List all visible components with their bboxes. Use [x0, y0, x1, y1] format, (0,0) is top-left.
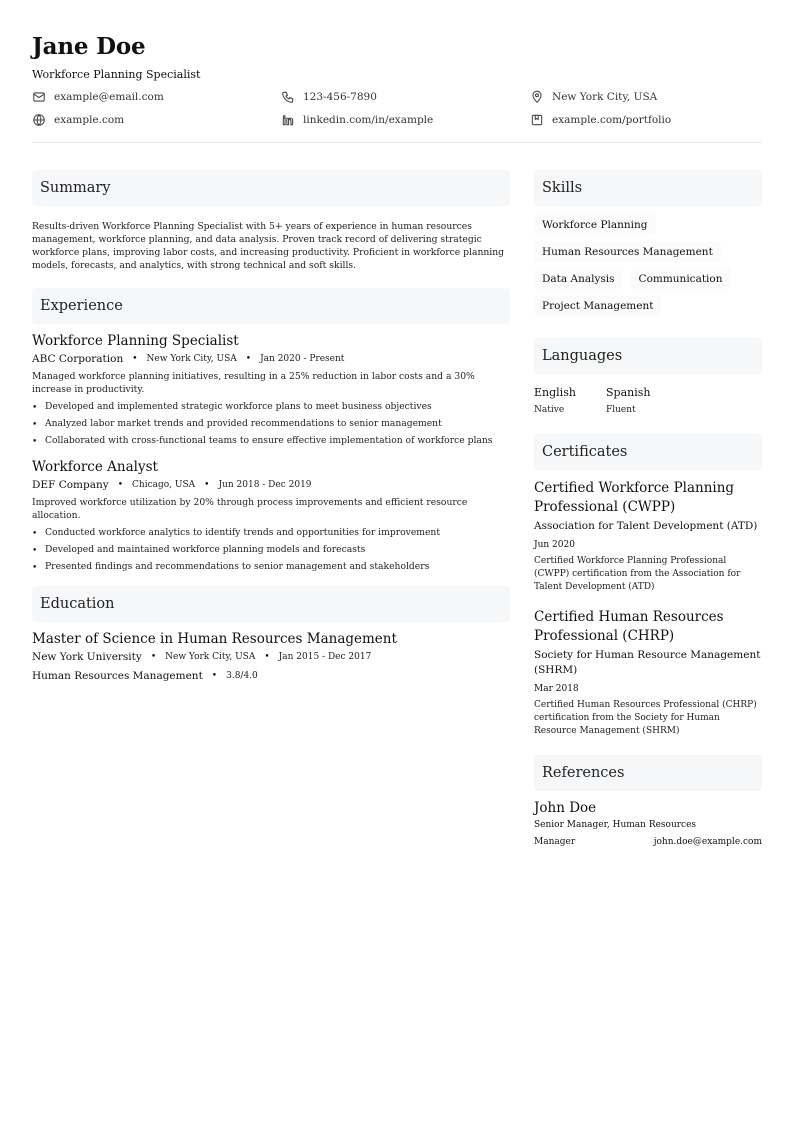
job-title: Workforce Analyst: [32, 459, 158, 475]
contact-location: [530, 90, 762, 104]
gpa: 3.8/4.0: [226, 671, 258, 681]
reference-entry: [534, 799, 762, 848]
linkedin-text: linkedin.com/in/example: [303, 114, 434, 126]
separator-dot: •: [150, 652, 157, 662]
location-text: New York City, USA: [552, 91, 658, 103]
language-item: [534, 386, 606, 416]
field-of-study: Human Resources Management: [32, 670, 203, 682]
resume-page: [32, 32, 762, 847]
job-entry: [32, 458, 510, 573]
summary-heading: Summary: [32, 170, 510, 206]
education-dates: Jan 2015 - Dec 2017: [278, 652, 372, 662]
main-column: [32, 170, 510, 683]
job-meta: [32, 352, 510, 366]
phone-text: 123-456-7890: [303, 91, 377, 103]
degree-title: Master of Science in Human Resources Management: [32, 631, 397, 647]
reference-email[interactable]: john.doe@example.com: [653, 837, 762, 847]
language-level: Native: [534, 405, 565, 415]
job-dates: Jan 2020 - Present: [260, 354, 345, 364]
job-company: DEF Company: [32, 479, 109, 491]
language-name: English: [534, 386, 576, 399]
mail-icon: [32, 90, 46, 104]
education-meta: [32, 650, 510, 664]
education-details: [32, 669, 510, 683]
skill-tag: Data Analysis: [534, 269, 623, 289]
job-description: Managed workforce planning initiatives, resulting in a 25% reduction in labor costs and a 30% increase in productivity.: [32, 371, 475, 395]
linkedin-icon: [281, 113, 295, 127]
language-item: [606, 386, 678, 416]
job-entry: [32, 332, 510, 447]
education-heading: Education: [32, 586, 510, 622]
skills-heading: Skills: [534, 170, 762, 206]
job-bullet: • Developed and implemented strategic workforce plans to meet business objectives: [32, 400, 510, 413]
languages-heading: Languages: [534, 338, 762, 374]
languages-list: [534, 386, 762, 416]
certificate-entry: [534, 479, 762, 594]
certificate-title: Certified Workforce Planning Professional (CWPP): [534, 480, 735, 515]
header-divider: [32, 142, 762, 143]
job-location: New York City, USA: [146, 354, 237, 364]
certificate-org: Association for Talent Development (ATD): [534, 520, 758, 532]
job-title: Workforce Planning Specialist: [32, 333, 239, 349]
references-heading: References: [534, 755, 762, 791]
map-pin-icon: [530, 90, 544, 104]
portfolio-text: example.com/portfolio: [552, 114, 672, 126]
candidate-title: Workforce Planning Specialist: [32, 68, 201, 81]
skill-tag: Communication: [631, 269, 731, 289]
certificate-title: Certified Human Resources Professional (CHRP): [534, 609, 724, 644]
reference-position: Manager: [534, 837, 576, 847]
email-text: example@email.com: [54, 91, 164, 103]
job-company: ABC Corporation: [32, 353, 124, 365]
reference-name: John Doe: [534, 800, 597, 816]
certificate-entry: [534, 608, 762, 738]
phone-icon: [281, 90, 295, 104]
language-name: Spanish: [606, 386, 651, 399]
job-bullet: • Collaborated with cross-functional teams to ensure effective implementation of workforce plans: [32, 434, 510, 447]
job-bullet: • Conducted workforce analytics to identify trends and opportunities for improvement: [32, 526, 510, 539]
website-text: example.com: [54, 114, 125, 126]
job-location: Chicago, USA: [132, 480, 196, 490]
reference-role: Senior Manager, Human Resources: [534, 820, 697, 830]
separator-dot: •: [245, 354, 252, 364]
job-bullet: • Analyzed labor market trends and provided recommendations to senior management: [32, 417, 510, 430]
skill-tag: Project Management: [534, 296, 661, 316]
job-description: Improved workforce utilization by 20% through process improvements and efficient resource allocation.: [32, 497, 468, 521]
contact-portfolio[interactable]: [530, 113, 762, 127]
experience-heading: Experience: [32, 288, 510, 324]
contact-phone[interactable]: [281, 90, 530, 104]
summary-text: Results-driven Workforce Planning Specialist with 5+ years of experience in human resources management, workforce planning, and data analysis. Proven track record of delivering strategic workforce plans, improving labor costs, and increasing productivity. Proficient in workforce planning models, forecasts, and analytics, with strong technical and soft skills.: [32, 221, 505, 271]
separator-dot: •: [132, 354, 138, 364]
separator-dot: •: [117, 480, 124, 490]
job-bullet: • Presented findings and recommendations to senior management and stakeholders: [32, 560, 510, 573]
skill-tag: Human Resources Management: [534, 242, 721, 262]
certificate-org: Society for Human Resource Management (SHRM): [534, 649, 761, 676]
certificate-description: Certified Human Resources Professional (CHRP) certification from the Society for Human Resource Management (SHRM): [534, 700, 757, 736]
side-column: [534, 170, 762, 848]
separator-dot: •: [204, 480, 210, 490]
contact-list: [32, 90, 762, 127]
education-entry: [32, 630, 510, 683]
skill-tag: Workforce Planning: [534, 215, 656, 235]
contact-linkedin[interactable]: [281, 113, 530, 127]
school-name: New York University: [32, 651, 142, 663]
contact-website[interactable]: [32, 113, 281, 127]
job-bullets: [32, 400, 510, 447]
reference-contact-row: [534, 836, 762, 848]
portfolio-icon: [530, 113, 544, 127]
globe-icon: [32, 113, 46, 127]
job-bullet: • Developed and maintained workforce planning models and forecasts: [32, 543, 510, 556]
certificate-date: Mar 2018: [534, 684, 579, 694]
certificates-heading: Certificates: [534, 434, 762, 470]
language-level: Fluent: [606, 405, 636, 415]
skills-list: [534, 215, 762, 316]
job-meta: [32, 478, 510, 492]
candidate-name: Jane Doe: [32, 33, 146, 60]
school-location: New York City, USA: [165, 652, 256, 662]
job-bullets: [32, 526, 510, 573]
separator-dot: •: [211, 671, 218, 681]
contact-email[interactable]: [32, 90, 281, 104]
certificate-description: Certified Workforce Planning Professional (CWPP) certification from the Association for Talent Development (ATD): [534, 556, 741, 592]
certificate-date: Jun 2020: [534, 540, 575, 550]
separator-dot: •: [264, 652, 270, 662]
job-dates: Jun 2018 - Dec 2019: [218, 480, 312, 490]
